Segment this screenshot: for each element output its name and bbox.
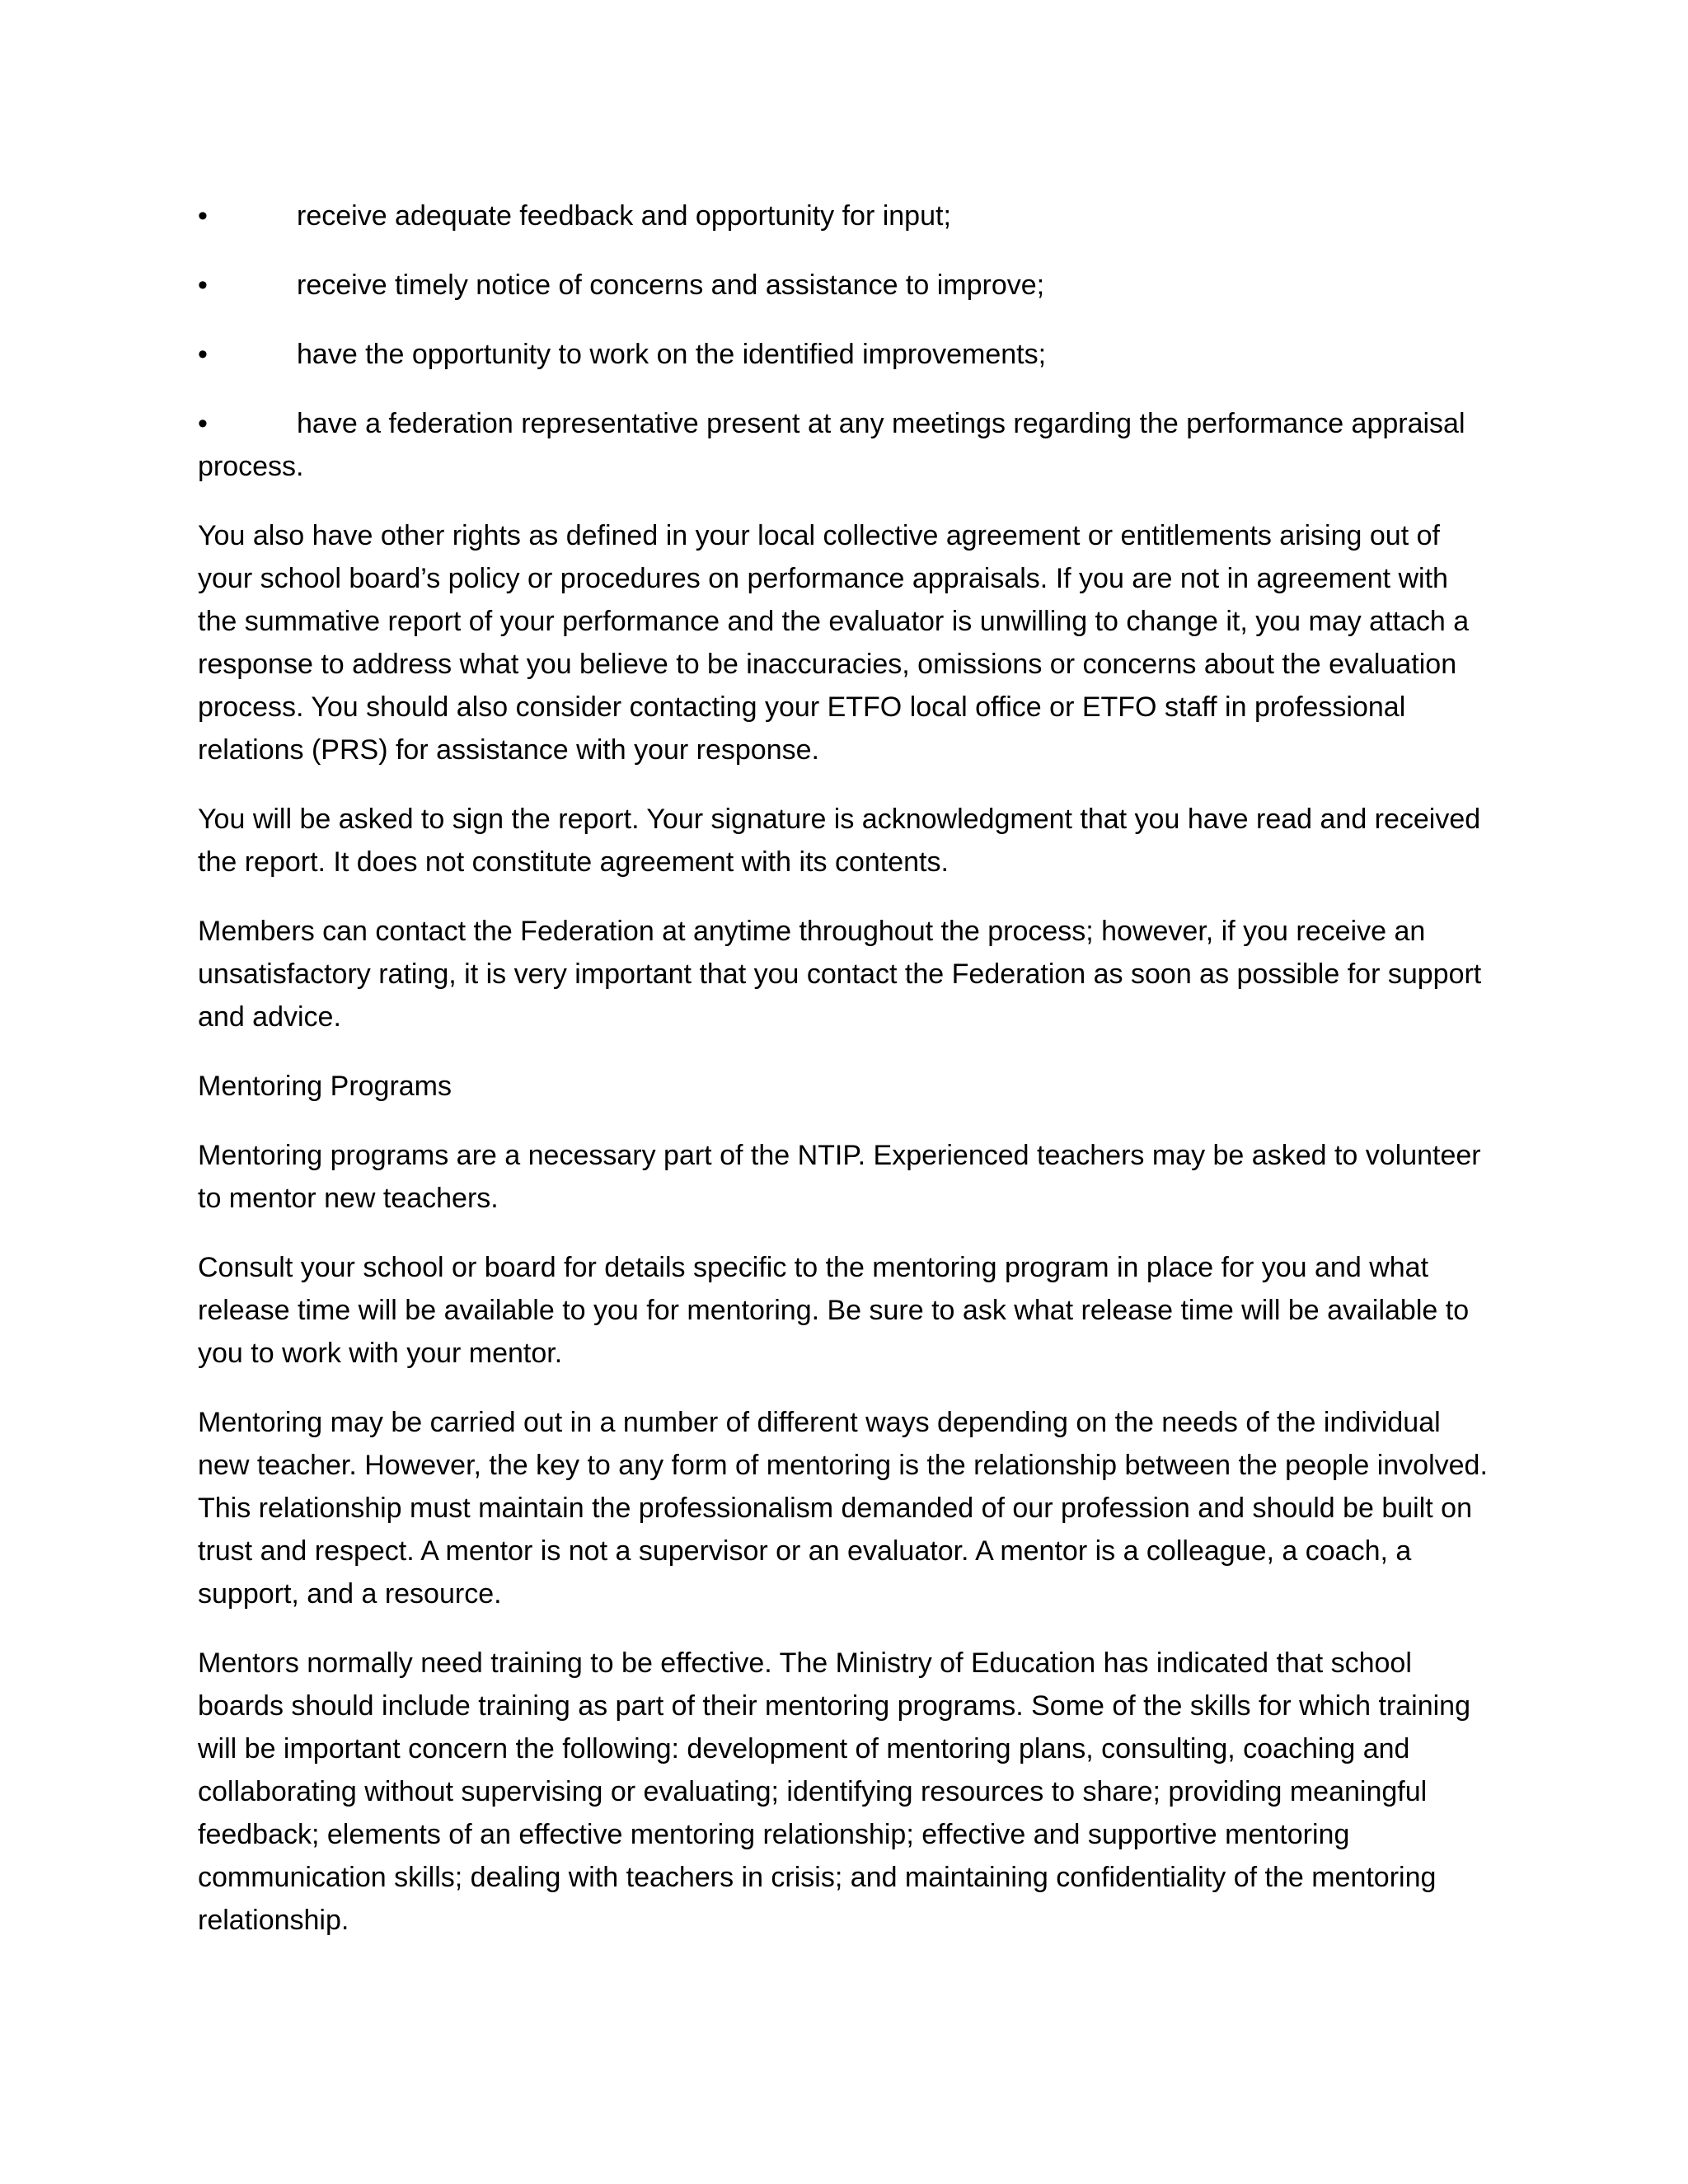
bullet-text: have a federation representative present at any meetings regarding the performance appraisal process. [198,408,1465,482]
rights-paragraph: You also have other rights as defined in your local collective agreement or entitlements arising out of your school board’s policy or procedures on performance appraisals. If you are not in agreement with the summative report of your performance and the evaluator is unwilling to change it, you may attach a response to address what you believe to be inaccuracies, omissions or concerns about the evaluation process. You should also consider contacting your ETFO local office or ETFO staff in professional relations (PRS) for assistance with your response. [198,520,1470,766]
bullet-icon: • [198,339,208,370]
bullet-text: have the opportunity to work on the identified improvements; [297,339,1047,370]
section-heading: Mentoring Programs [198,1071,452,1102]
bullet-text: receive adequate feedback and opportunity for input; [297,200,951,232]
bullet-icon: • [198,200,208,232]
signature-paragraph: You will be asked to sign the report. Your signature is acknowledgment that you have read and received the report. It does not constitute agreement with its contents. [198,804,1481,878]
bullet-item [198,194,1493,237]
mentoring-paragraph: Mentoring programs are a necessary part of the NTIP. Experienced teachers may be asked to volunteer to mentor new teachers. [198,1140,1481,1214]
mentoring-paragraph: Consult your school or board for details specific to the mentoring program in place for you and what release time will be available to you for mentoring. Be sure to ask what release time will be available to you to work with your mentor. [198,1252,1470,1369]
bullet-item [198,402,1493,488]
bullet-item [198,333,1493,376]
mentoring-paragraph: Mentoring may be carried out in a number of different ways depending on the needs of the individual new teacher. However, the key to any form of mentoring is the relationship between the people involved. This relationship must maintain the professionalism demanded of our profession and should be built on trust and respect. A mentor is not a supervisor or an evaluator. A mentor is a colleague, a coach, a support, and a resource. [198,1407,1488,1610]
mentoring-paragraph: Mentors normally need training to be effective. The Ministry of Education has indicated that school boards should include training as part of their mentoring programs. Some of the skills for which training will be important concern the following: development of mentoring plans, consulting, coaching and collaborating without supervising or evaluating; identifying resources to share; providing meaningful feedback; elements of an effective mentoring relationship; effective and supportive mentoring communication skills; dealing with teachers in crisis; and maintaining confidentiality of the mentoring relationship. [198,1647,1470,1936]
contact-paragraph: Members can contact the Federation at anytime throughout the process; however, if you receive an unsatisfactory rating, it is very important that you contact the Federation as soon as possible for support and advice. [198,916,1482,1033]
document-body [198,194,1493,1968]
bullet-icon: • [198,269,208,301]
bullet-icon: • [198,408,208,439]
bullet-item [198,264,1493,307]
bullet-text: receive timely notice of concerns and assistance to improve; [297,269,1045,301]
